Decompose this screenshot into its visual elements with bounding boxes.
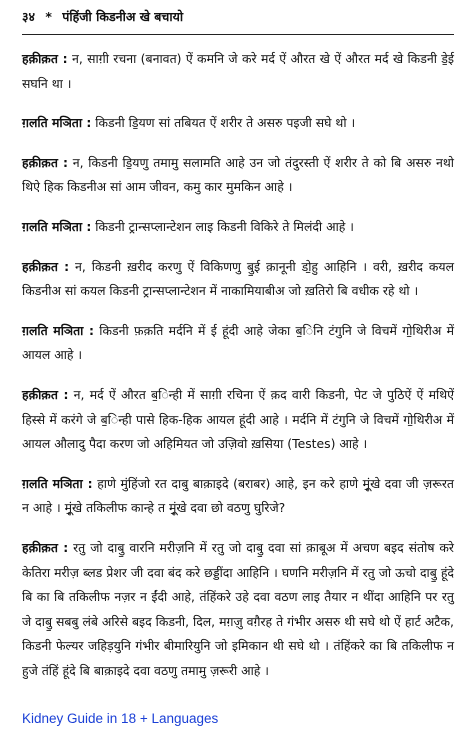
- paragraph-text: किडनी फ़क़ति मर्दनि में ई हूंदी आहे जेका ब॒िनि टंगुनि जे विचमें गो॒थिरीअ में आयल आहे ।: [22, 322, 454, 363]
- fact-label: हक़ीक़त :: [22, 539, 69, 555]
- page-header: [22, 8, 454, 35]
- myth-label: ग़लति मञिता :: [22, 115, 92, 131]
- header-separator: *: [45, 9, 52, 24]
- paragraph-myth: [22, 111, 454, 136]
- paragraph-text: रतु जो दाबु॒ वारनि मरीज़नि में रतु जो दाबु॒ दवा सां क़ाबूअ में अचण बइद संतोष करे केतिरा मरीज़ ब्लड प्रेशर जी दवा बंद करे छड्डींदा आहिनि । घणनि मरीज़नि में रतु जो ऊचो दाबु॒ हूंदे बि का बि तकिलीफ नज़र न ईंदी आहे, तंहिंकरे उहे दवा वठण लाइ तैयार न थींदा आहिनि पर रतु जे दाबु॒ सबबु लंबे अरिसे बइद किडनी, दिल, मग़ज़ु वग़ैरह ते गंभीर असरु थी सघे थो ऐं हार्ट अटैक, किडनी फेल्यर जहिड़युनि गंभीर बीमारियुनि जो इमिकान थी सघे थो । तंहिंकरे का बि तकिलीफ न हुजे तंहिं हूंदे बि बाक़ाइदे दवा वठणु तमामु ज़रूरी आहे ।: [22, 539, 455, 678]
- chapter-title: पंहिंजी किडनीअ खे बचायो: [62, 9, 184, 24]
- paragraph-text: किडनी ट्रान्सप्लान्टेशन लाइ किडनी विकिरे ते मिलंदी आहे ।: [91, 218, 354, 234]
- paragraph-text: न, किडनी डि॒यणु तमामु सलामति आहे उन जो तंदुरस्ती ऐं शरीर ते को बि असरु नथो थिऐ हिक किडनीअ सां आम जीवन, कमु कार मुमकिन आहे ।: [22, 154, 454, 195]
- myth-label: ग़लति मञिता :: [22, 322, 95, 338]
- fact-label: हक़ीक़त :: [22, 386, 69, 402]
- paragraph-text: किडनी डि॒यण सां तबियत ऐं शरीर ते असरु पइजी सघे थो ।: [91, 115, 356, 131]
- myth-label: ग़लति मञिता :: [22, 218, 92, 234]
- paragraph-text: हाणे मुंहिंजो रत दाबु बाक़ाइदे (बराबर) आहे, इन करे हाणे मूं॒खे दवा जी ज़रूरत न आहे । मूं॒खे तकिलीफ कान्हे त मूं॒खे दवा छो वठणु घुरिजे?: [22, 475, 454, 516]
- page-content: [22, 47, 454, 698]
- footer-link[interactable]: Kidney Guide in 18 + Languages: [22, 711, 219, 726]
- fact-label: हक़ीक़त :: [22, 258, 70, 274]
- paragraph-text: न, मर्द ऐं औरत ब॒िन्ही में साग़ी रचिना ऐं क़द वारी किडनी, पेट जे पुठिऐं ऐं मथिऐं हिस्से में करंगे जे ब॒िन्ही पासे हिक-हिक आयल हूंदी आहे । मर्दनि में टंगुनि जे विचमें गो॒थिरीअ में आयल औलादु पैदा करण जो अहिमियत जो उज़िवो ख़सिया (Testes) आहे ।: [22, 386, 455, 452]
- paragraph-fact: [22, 255, 454, 304]
- paragraph-fact: [22, 383, 454, 457]
- myth-label: ग़लति मञिता :: [22, 475, 93, 491]
- page-number: ३४: [22, 9, 36, 24]
- paragraph-fact: [22, 151, 454, 200]
- paragraph-myth: [22, 215, 454, 240]
- paragraph-text: न, किडनी ख़रीद करणु ऐं विकिणणु बु॒ई क़ानूनी डो॒हु आहिनि । वरी, ख़रीद कयल किडनीअ सां कयल किडनी ट्रान्सप्लान्टेशन में नाकामियाबीअ जो ख़तिरो बि वधीक रहे थो ।: [22, 258, 454, 299]
- paragraph-myth: [22, 319, 454, 368]
- paragraph-fact: [22, 47, 454, 96]
- fact-label: हक़ीक़त :: [22, 154, 68, 170]
- fact-label: हक़ीक़त :: [22, 51, 68, 66]
- paragraph-myth: [22, 472, 454, 521]
- paragraph-text: न, साग़ी रचना (बनावत) ऐं कमनि जे करे मर्द ऐं औरत खे ऐं औरत मर्द खे किडनी डे॒ई सघनि था ।: [22, 51, 454, 91]
- paragraph-fact: [22, 536, 454, 684]
